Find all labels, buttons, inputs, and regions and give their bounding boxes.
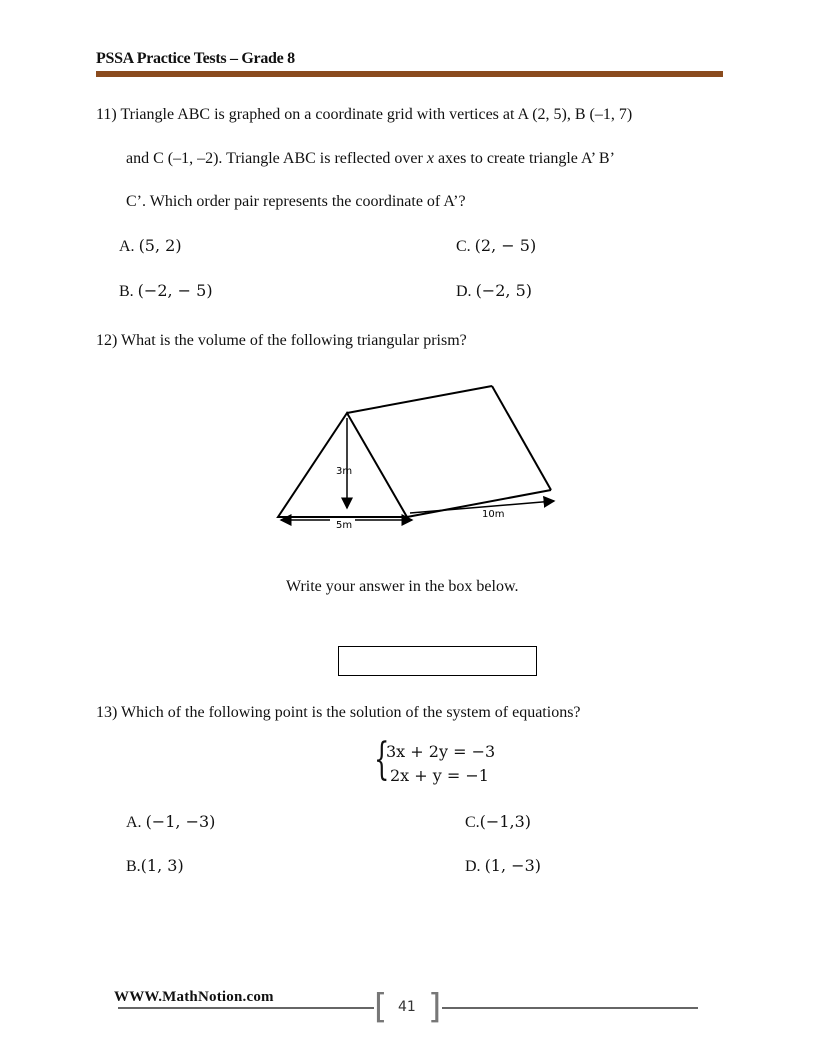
length-label: 10m (482, 509, 505, 520)
q13-option-b[interactable]: B.(1, 3) (126, 856, 184, 875)
q13-option-d[interactable]: D. (1, −3) (465, 856, 541, 875)
page-number-bracket-right: ] (428, 987, 442, 1027)
footer-website-url: WWW.MathNotion.com (114, 989, 274, 1005)
question-12-text: 12) What is the volume of the following triangular prism? (96, 332, 467, 349)
base-label: 5m (336, 520, 353, 531)
equation-2: 2x + y = −1 (390, 766, 489, 785)
prism-top-edge (347, 386, 492, 413)
question-11-line-1: 11) Triangle ABC is graphed on a coordinate grid with vertices at A (2, 5), B (–1, 7) (96, 106, 633, 123)
q13-option-a[interactable]: A. (−1, −3) (126, 812, 216, 831)
page-number: 41 (398, 999, 416, 1015)
equation-1: 3x + 2y = −3 (386, 742, 496, 761)
height-label: 3m (336, 466, 353, 477)
answer-input-box[interactable] (338, 646, 537, 676)
question-13-text: 13) Which of the following point is the solution of the system of equations? (96, 704, 581, 721)
header-divider (96, 71, 723, 77)
page-header-title: PSSA Practice Tests – Grade 8 (96, 50, 295, 67)
variable-x: x (426, 150, 434, 167)
triangular-prism-figure (270, 380, 560, 540)
q11-option-d[interactable]: D. (−2, 5) (456, 281, 532, 300)
q11-option-c[interactable]: C. (2, − 5) (456, 236, 537, 255)
q11-option-b[interactable]: B. (−2, − 5) (119, 281, 213, 300)
q11-option-a[interactable]: A. (5, 2) (119, 236, 182, 255)
page-number-bracket-left: [ (374, 987, 388, 1027)
answer-instruction: Write your answer in the box below. (286, 578, 519, 595)
prism-front-face (278, 413, 407, 517)
question-11-line-3: C’. Which order pair represents the coordinate of A’? (126, 193, 466, 210)
footer-rule-right (442, 1007, 698, 1009)
prism-far-edge (492, 386, 551, 490)
footer-rule-left (118, 1007, 374, 1009)
q13-option-c[interactable]: C.(−1,3) (465, 812, 532, 831)
question-11-line-2: and C (–1, –2). Triangle ABC is reflected over x axes to create triangle A’ B’ (126, 150, 615, 167)
brace-symbol: { (374, 734, 390, 785)
